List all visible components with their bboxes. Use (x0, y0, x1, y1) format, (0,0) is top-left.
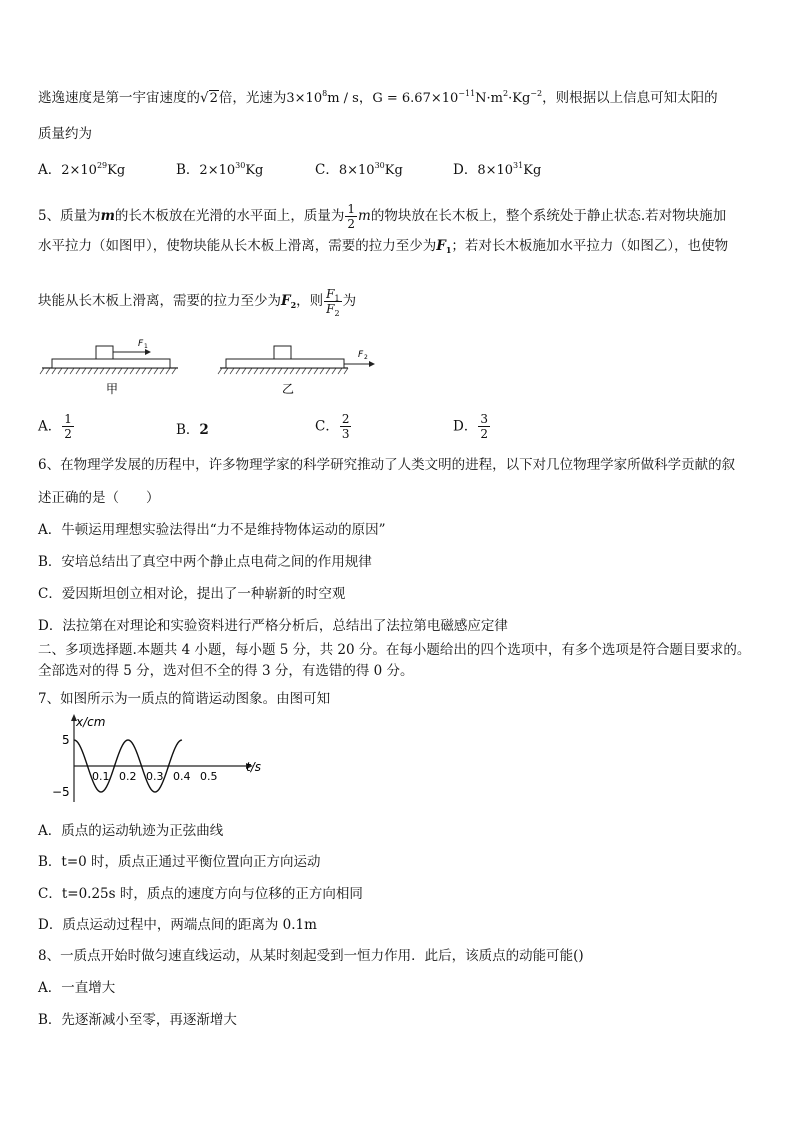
y-tick-label: −5 (52, 785, 70, 799)
y-axis-label: x/cm (76, 715, 106, 729)
light-speed-unit: m / s (327, 91, 359, 106)
section2-line1: 二、多项选择题.本题共 4 小题，每小题 5 分，共 20 分。在每小题给出的四个选项中，有多个选项是符合题目要求的。 (38, 642, 751, 658)
q4-option-c[interactable]: C．$8\times 10^{30}Kg$ (315, 161, 403, 178)
figure-label-jia: 甲 (106, 382, 119, 396)
q6-line2: 述正确的是（ ） (38, 490, 160, 506)
g-unit-exp1: 2 (503, 89, 509, 98)
x-tick-label: 0.3 (146, 770, 164, 783)
q7-stem: 7、如图所示为一质点的简谐运动图象。由图可知 (38, 691, 331, 707)
q5-line3: 块能从长木板上滑离，需要的拉力至少为$F_2$，则 $\frac{F_1}{F_2}$ 为 (38, 287, 357, 318)
shm-graph (40, 712, 280, 804)
q4-sep: ， (358, 90, 373, 106)
long-board (226, 359, 344, 368)
q5-line2: 水平拉力（如图甲），使物块能从长木板上滑离，需要的拉力至少为$F_1$；若对长木板施加水平拉力（如图乙），也使物 (38, 238, 729, 255)
figure-yi (216, 334, 386, 396)
q5-option-a[interactable]: A． $\frac{1}{2}$ (38, 412, 72, 441)
g-unit-exp2: −2 (530, 89, 543, 98)
q6-line1: 6、在物理学发展的历程中，许多物理学家的科学研究推动了人类文明的进程，以下对几位物理学家所做科学贡献的叙 (38, 457, 736, 473)
q7-option-c[interactable]: C．t=0.25s 时，质点的速度方向与位移的正方向相同 (38, 886, 363, 902)
sqrt-value: 2 (209, 91, 218, 106)
block (274, 346, 291, 359)
x-tick-label: 0.1 (92, 770, 110, 783)
q4-text-c: ，则根据以上信息可知太阳的 (542, 90, 718, 106)
g-const-exp: −11 (458, 89, 476, 98)
g-const-base: G = 6.67×10 (372, 91, 459, 106)
q8-option-b[interactable]: B．先逐渐减小至零，再逐渐增大 (38, 1012, 237, 1028)
half-fraction: $\frac{1}{2}$ (347, 202, 356, 231)
figure-label-yi: 乙 (282, 382, 295, 396)
sqrt-symbol: √ (200, 90, 209, 106)
x-tick-label: 0.5 (200, 770, 218, 783)
q5-option-d[interactable]: D． $\frac{3}{2}$ (453, 412, 488, 441)
x-axis-label: t/s (246, 760, 261, 774)
q4-text-b: 倍，光速为 (218, 90, 287, 106)
light-speed-base: 3×10 (286, 91, 323, 106)
q4-text-a: 逃逸速度是第一宇宙速度的 (38, 90, 200, 106)
block (96, 346, 113, 359)
mass-symbol: m (100, 208, 115, 224)
q7-option-d[interactable]: D．质点运动过程中，两端点间的距离为 0.1m (38, 917, 317, 933)
q6-option-b[interactable]: B．安培总结出了真空中两个静止点电荷之间的作用规律 (38, 554, 372, 570)
q8-option-a[interactable]: A．一直增大 (38, 980, 116, 996)
f2-label: F (358, 350, 364, 360)
x-tick-label: 0.2 (119, 770, 137, 783)
q6-option-d[interactable]: D．法拉第在对理论和实验资料进行严格分析后，总结出了法拉第电磁感应定律 (38, 618, 508, 634)
q7-option-a[interactable]: A．质点的运动轨迹为正弦曲线 (38, 823, 224, 839)
figure-jia (38, 334, 188, 396)
y-tick-label: 5 (62, 733, 70, 747)
q5-option-b[interactable]: B．2 (176, 422, 209, 438)
q4-option-a[interactable]: A．$2\times 10^{29}Kg$ (38, 161, 126, 178)
q6-option-a[interactable]: A．牛顿运用理想实验法得出“力不是维持物体运动的原因” (38, 522, 386, 538)
f1-label: F (138, 339, 144, 349)
g-unit-b: ·Kg (508, 91, 531, 106)
q5-line1: 5、质量为m的长木板放在光滑的水平面上，质量为 $\frac{1}{2}$ m的物块放在长木板上，整个系统处于静止状态.若对物块施加 (38, 202, 727, 231)
section2-line2: 全部选对的得 5 分，选对但不全的得 3 分，有选错的得 0 分。 (38, 663, 414, 679)
q4-option-b[interactable]: B．$2\times 10^{30}Kg$ (176, 161, 264, 178)
x-tick-label: 0.4 (173, 770, 191, 783)
q4-line2: 质量约为 (38, 126, 92, 142)
q5-option-c[interactable]: C． $\frac{2}{3}$ (315, 412, 350, 441)
q6-option-c[interactable]: C．爱因斯坦创立相对论，提出了一种崭新的时空观 (38, 586, 346, 602)
q8-stem: 8、一质点开始时做匀速直线运动，从某时刻起受到一恒力作用．此后，该质点的动能可能() (38, 948, 584, 964)
light-speed-exp: 8 (322, 89, 328, 98)
f1-over-f2: $\frac{F_1}{F_2}$ (326, 287, 340, 318)
q7-option-b[interactable]: B．t=0 时，质点正通过平衡位置向正方向运动 (38, 854, 321, 870)
q4-option-d[interactable]: D．$8\times 10^{31}Kg$ (453, 161, 542, 178)
long-board (52, 359, 170, 368)
g-unit-a: N·m (475, 91, 504, 106)
q4-line1 (38, 89, 718, 108)
svg-text:1: 1 (144, 343, 148, 350)
svg-text:2: 2 (364, 354, 368, 361)
